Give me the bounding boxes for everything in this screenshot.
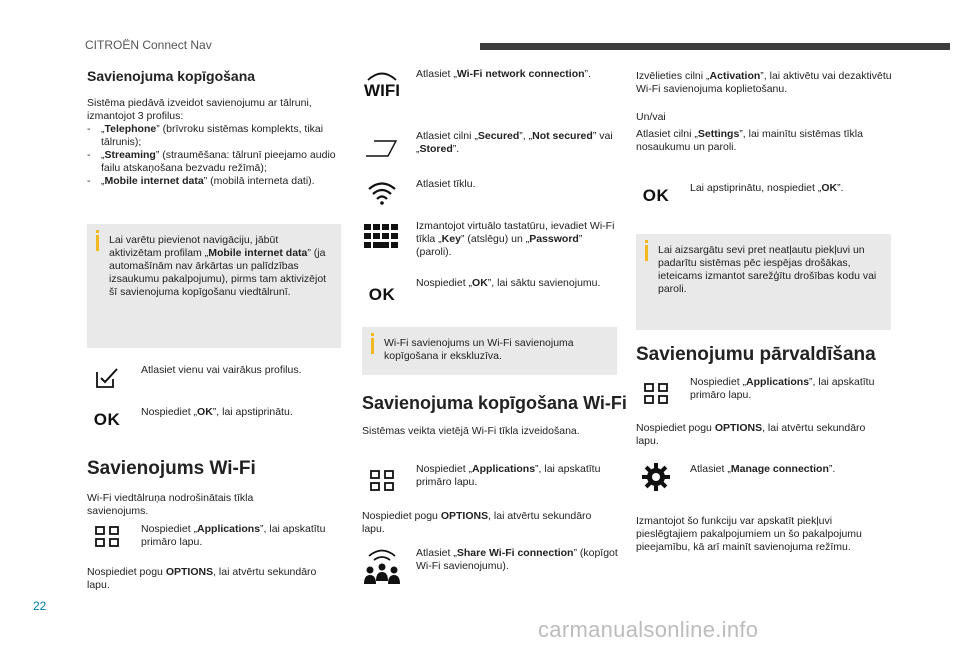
step-select-security-tab: Atlasiet cilni „Secured”, „Not secured” vai „Stored”. [362, 130, 618, 166]
info-icon [645, 245, 648, 261]
step-open-applications: Nospiediet „Applications”, lai apskatītu primāro lapu. [362, 463, 618, 499]
section-heading-wifi-connection: Savienojums Wi-Fi [87, 458, 256, 479]
info-note-security: Lai aizsargātu sevi pret neatļautu piekļuvi un padarītu sistēmas pēc iespējas drošākas, ieteicams izmantot sarežģītu drošības kodu vai paroli. [636, 234, 891, 330]
wifi-network-icon: WIFI [362, 68, 402, 104]
gear-icon [636, 459, 676, 495]
ok-icon: OK [93, 410, 121, 429]
ok-icon: OK [642, 186, 670, 205]
step-open-applications: Nospiediet „Applications”, lai apskatītu primāro lapu. [87, 519, 342, 555]
wifi-icon [362, 175, 402, 211]
manage-connection-outro: Izmantojot šo funkciju var apskatīt piekļuvi pieslēgtajiem pakalpojumiem un šo pakalpojumu pieejamību, kā arī mainīt savienojuma režīmu. [636, 515, 862, 553]
wifi-sharing-intro: Sistēmas veikta vietējā Wi-Fi tīkla izveidošana. [362, 425, 580, 437]
step-share-wifi: Atlasiet „Share Wi-Fi connection” (kopīgot Wi-Fi savienojumu). [362, 545, 618, 587]
keyboard-icon [362, 220, 402, 256]
step-select-network: Atlasiet tīklu. [362, 175, 618, 211]
profile-bullet: - „Streaming” (straumēšana: tālrunī pieejamo audio failu atskaņošana bezvadu režīmā); [87, 149, 342, 175]
profile-bullet: - „Mobile internet data” (mobilā interneta dati). [87, 175, 342, 188]
checkbox-icon [87, 360, 127, 396]
options-instruction: Nospiediet pogu OPTIONS, lai atvērtu sekundāro lapu. [362, 510, 592, 535]
info-icon [96, 235, 99, 251]
wifi-intro: Wi-Fi viedtālruņa nodrošinātais tīkla savienojums. [87, 492, 254, 517]
options-instruction: Nospiediet pogu OPTIONS, lai atvērtu sekundāro lapu. [636, 422, 866, 447]
section-heading-connection-management: Savienojumu pārvaldīšana [636, 344, 876, 365]
info-note-exclusive: Wi-Fi savienojums un Wi-Fi savienojuma kopīgošana ir ekskluzīva. [362, 327, 617, 375]
options-instruction: Nospiediet pogu OPTIONS, lai atvērtu sekundāro lapu. [87, 566, 317, 591]
apps-grid-icon [636, 376, 676, 412]
info-icon [371, 338, 374, 354]
profiles-intro-text: Sistēma piedāvā izveidot savienojumu ar tālruni, izmantojot 3 profilus: [87, 97, 312, 122]
page-number: 22 [33, 599, 47, 613]
document-header-title: CITROËN Connect Nav [85, 38, 212, 52]
section-heading-wifi-sharing: Savienojuma kopīgošana Wi-Fi [362, 393, 627, 413]
ok-icon: OK [368, 285, 396, 304]
step-enter-key-password: Izmantojot virtuālo tastatūru, ievadiet Wi-Fi tīkla „Key” (atslēgu) un „Password” (paroli). [362, 220, 618, 259]
profile-bullet: - „Telephone” (brīvroku sistēmas komplekts, tikai tālrunis); [87, 123, 342, 149]
apps-grid-icon [87, 519, 127, 555]
step-confirm-ok: OK Lai apstiprinātu, nospiediet „OK”. [636, 178, 892, 214]
watermark: carmanualsonline.info [538, 617, 759, 642]
activation-tab-instruction: Izvēlieties cilni „Activation”, lai aktivētu vai dezaktivētu Wi-Fi savienojuma koplietošanu. [636, 70, 892, 95]
share-wifi-icon [362, 545, 402, 587]
profiles-intro [87, 97, 342, 188]
info-note-mobile-data: Lai varētu pievienot navigāciju, jābūt aktivizētam profilam „Mobile internet data” (ja automašīnām nav ārkārtas un palīdzības izsaukumu pakalpojumu), pirms tam aktivizējot šī savienojuma kopīgošanu viedtālrunī. [87, 224, 341, 348]
unsecured-tab-icon [362, 130, 402, 166]
step-start-connection: OK Nospiediet „OK”, lai sāktu savienojumu. [362, 277, 618, 313]
step-manage-connection: Atlasiet „Manage connection”. [636, 459, 892, 495]
header-bar [480, 43, 950, 50]
and-or-text: Un/vai [636, 111, 666, 123]
settings-tab-instruction: Atlasiet cilni „Settings”, lai mainītu sistēmas tīkla nosaukumu un paroli. [636, 128, 863, 153]
step-wifi-network-connection: WIFI Atlasiet „Wi-Fi network connection”. [362, 68, 618, 104]
step-select-profiles: Atlasiet vienu vai vairākus profilus. [87, 360, 342, 396]
section-heading-connection-sharing: Savienojuma kopīgošana [87, 68, 256, 84]
apps-grid-icon [362, 463, 402, 499]
step-confirm-ok: OK Nospiediet „OK”, lai apstiprinātu. [87, 402, 342, 438]
step-open-applications: Nospiediet „Applications”, lai apskatītu primāro lapu. [636, 376, 892, 412]
